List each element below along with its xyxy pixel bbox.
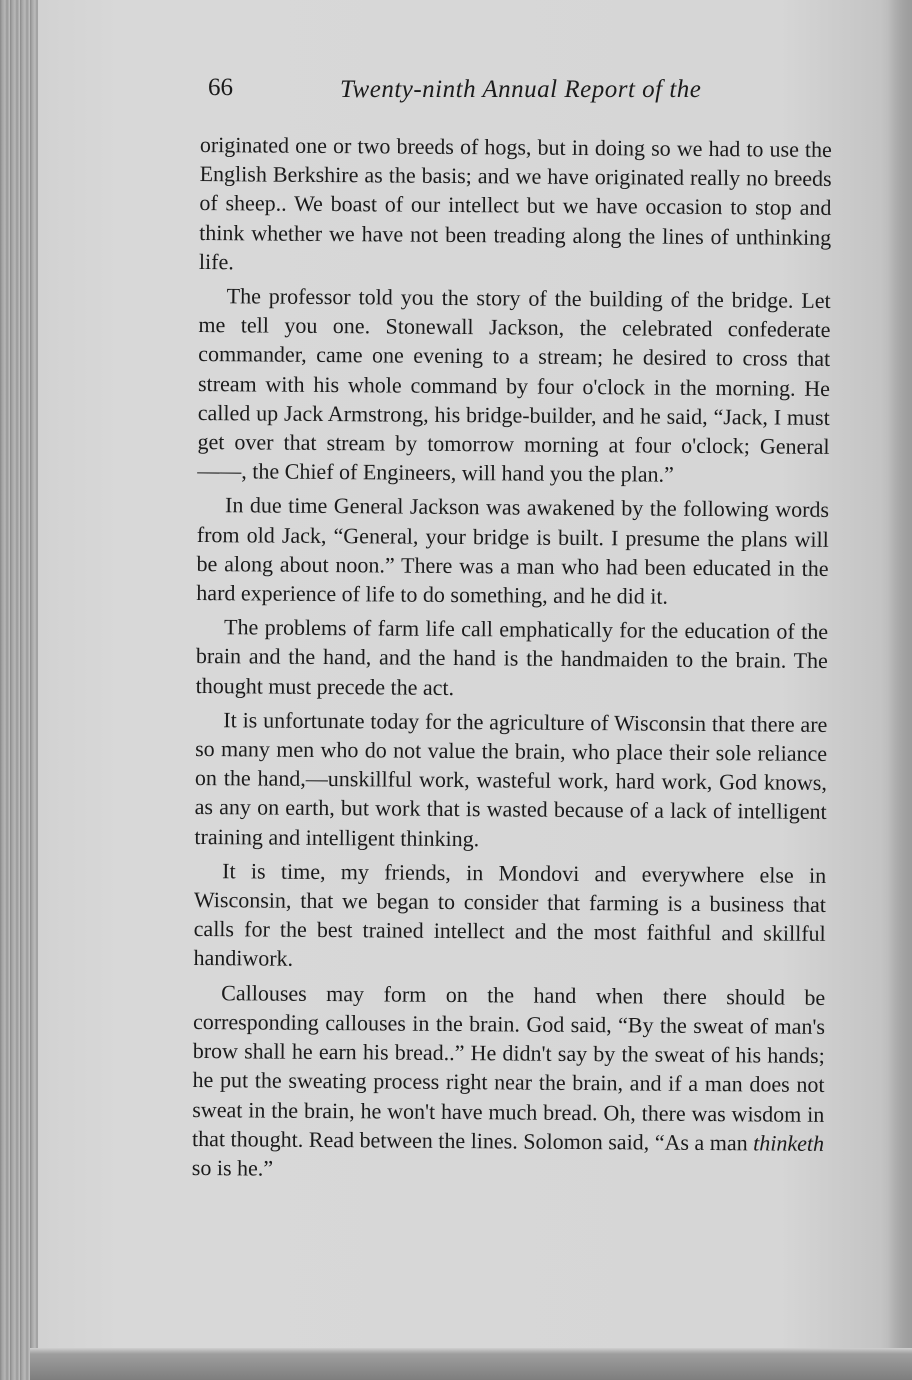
running-head: Twenty-ninth Annual Report of the [340,76,702,103]
paragraph-6: It is time, my friends, in Mondovi and everywhere else in Wisconsin, that we began to consider that farming is a business that calls for the best trained intellect and the most faithful and skillful handiwork. [193,858,827,972]
paragraph-7 [192,978,826,1187]
page-bottom-edge [30,1348,912,1380]
page-number: 66 [208,74,233,101]
paragraph-4: The problems of farm life call emphatically for the education of the brain and the hand, and the hand is the handmaiden to the brain. The thought must precede the act. [195,614,829,700]
book-binding-edge [0,0,38,1380]
body-text [192,130,832,1192]
paragraph-7-text-before: Callouses may form on the hand when there should be corresponding callouses in the brain. God said, “By the sweat of man's brow shall he earn his bread..” He didn't say by the sweat of his hands; he put the sweating process right near the brain, and if a man does not sweat in the brain, he won't have much bread. Oh, there was wisdom in that thought. Read between the lines. Solomon said, “As a man [191,979,826,1156]
paragraph-2: The professor told you the story of the building of the bridge. Let me tell you one. Stonewall Jackson, the celebrated confederate commander, came one evening to a stream; he desired to cross that stream with his whole command by four o'clock in the morning. He called up Jack Armstrong, his bridge-builder, and he said, “Jack, I must get over that stream by tomorrow morning at four o'clock; General ——, the Chief of Engineers, will hand you the plan.” [197,283,831,487]
page-right-shadow [888,0,912,1380]
paragraph-1: originated one or two breeds of hogs, but in doing so we had to use the English Berkshire as the basis; and we have originated really no breeds of sheep.. We boast of our intellect but we have occasion to stop and think whether we have not been treading along the lines of unthinking life. [198,131,832,275]
paragraph-3: In due time General Jackson was awakened by the following words from old Jack, “General, your bridge is built. I presume the plans will be along about noon.” There was a man who had been educated in the hard experience of life to do something, and he did it. [196,492,830,609]
paragraph-7-text-after: so is he.” [191,1154,274,1181]
paragraph-5: It is unfortunate today for the agriculture of Wisconsin that there are so many men who do not value the brain, who place their sole reliance on the hand,—unskillful work, wasteful work, hard work, God knows, as any on earth, but work that is wasted because of a lack of intelligent training and intelligent thinking. [194,707,828,851]
paragraph-7-emphasis: thinketh [753,1130,825,1156]
page-header [208,74,828,114]
